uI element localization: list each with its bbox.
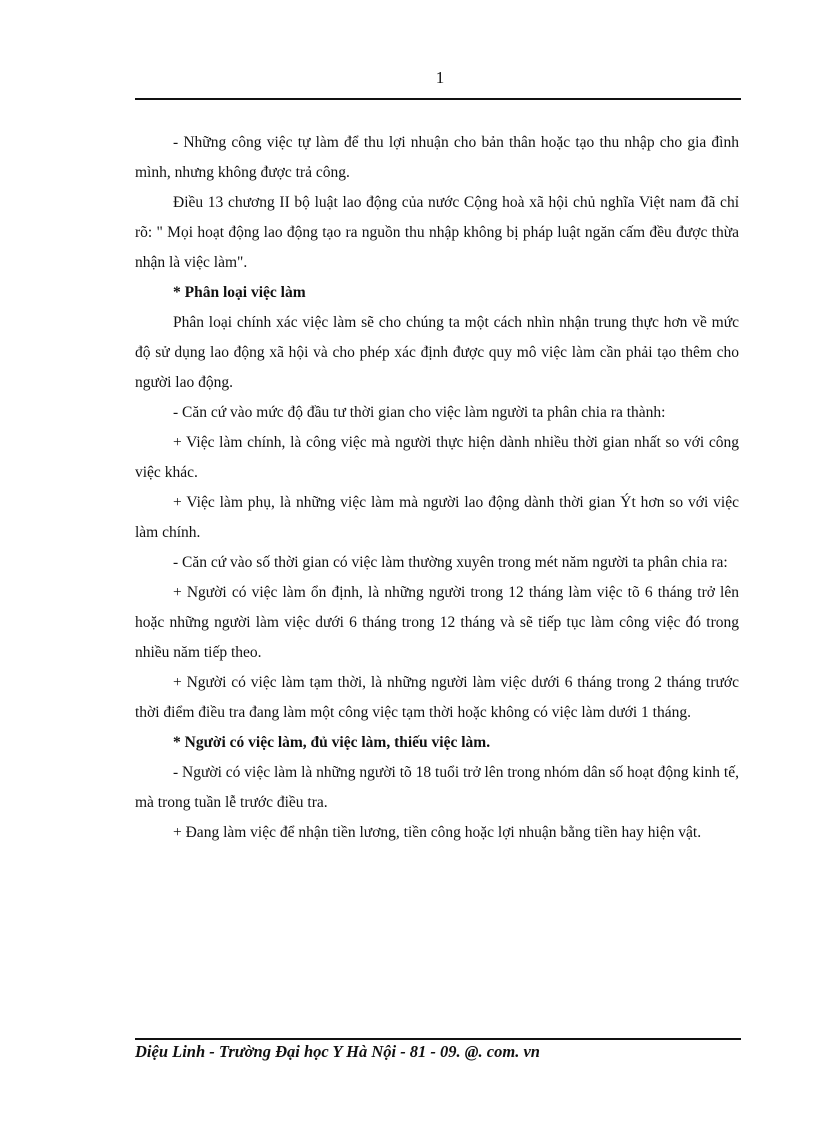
page-number: 1 [435, 68, 445, 87]
header-rule [135, 98, 741, 100]
paragraph: + Đang làm việc để nhận tiền lương, tiền công hoặc lợi nhuận bằng tiền hay hiện vật. [173, 824, 702, 841]
paragraph: Điều 13 chương II bộ luật lao động của nước Cộng hoà xã hội chủ nghĩa Việt nam đã chỉ rõ: " Mọi hoạt động lao động tạo ra nguồn thu nhập không bị pháp luật ngăn cấm đều được thừa nhận là việc làm". [135, 194, 739, 271]
paragraph: + Người có việc làm tạm thời, là những người làm việc dưới 6 tháng trong 2 tháng trước thời điểm điều tra đang làm một công việc tạm thời hoặc không có việc làm dưới 1 tháng. [135, 674, 739, 721]
footer-text: Diệu Linh - Trường Đại học Y Hà Nội - 81 - 09. @. com. vn [135, 1042, 540, 1061]
paragraph: - Căn cứ vào mức độ đầu tư thời gian cho việc làm người ta phân chia ra thành: [173, 404, 666, 421]
paragraph: - Người có việc làm là những người tõ 18 tuổi trở lên trong nhóm dân số hoạt động kinh tế, mà trong tuần lễ trước điều tra. [135, 764, 739, 811]
paragraph: Phân loại chính xác việc làm sẽ cho chúng ta một cách nhìn nhận trung thực hơn về mức độ sử dụng lao động xã hội và cho phép xác định được quy mô việc làm cần phải tạo thêm cho người lao động. [135, 314, 739, 391]
paragraph: - Những công việc tự làm để thu lợi nhuận cho bản thân hoặc tạo thu nhập cho gia đình mình, nhưng không được trả công. [135, 134, 739, 181]
paragraph: - Căn cứ vào số thời gian có việc làm thường xuyên trong mét năm người ta phân chia ra: [173, 554, 728, 571]
document-body [135, 128, 739, 848]
footer-rule [135, 1038, 741, 1040]
section-heading: * Người có việc làm, đủ việc làm, thiếu việc làm. [173, 734, 491, 751]
paragraph: + Việc làm phụ, là những việc làm mà người lao động dành thời gian Ýt hơn so với việc làm chính. [135, 494, 739, 541]
paragraph: + Việc làm chính, là công việc mà người thực hiện dành nhiều thời gian nhất so với công việc khác. [135, 434, 739, 481]
paragraph: + Người có việc làm ổn định, là những người trong 12 tháng làm việc tõ 6 tháng trở lên hoặc những người làm việc dưới 6 tháng trong 12 tháng và sẽ tiếp tục làm công việc đó trong nhiều năm tiếp theo. [135, 584, 739, 661]
section-heading: * Phân loại việc làm [173, 284, 306, 301]
